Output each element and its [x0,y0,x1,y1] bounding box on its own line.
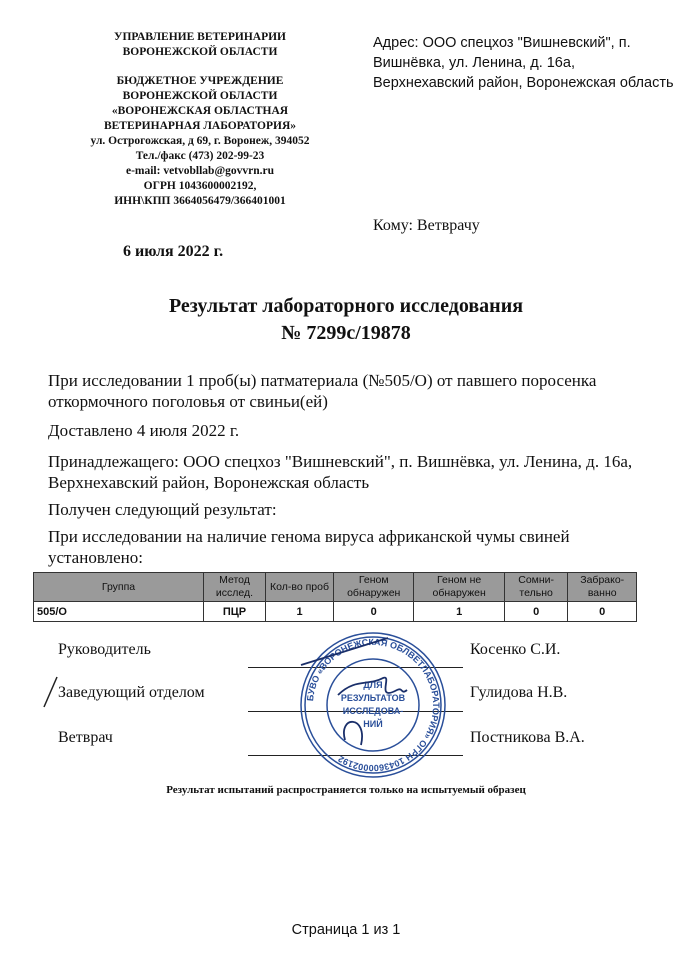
organization-header [55,30,345,209]
org-line: «ВОРОНЕЖСКАЯ ОБЛАСТНАЯ [111,105,289,117]
document-number: № 7299с/19878 [281,322,411,344]
cell: ПЦР [204,602,266,622]
col-method: Метод исслед. [204,573,266,602]
recipient: Кому: Ветврачу [373,217,480,234]
org-line: УПРАВЛЕНИЕ ВЕТЕРИНАРИИ [114,31,286,43]
paragraph-delivered: Доставлено 4 июля 2022 г. [48,421,240,440]
table-row [34,602,637,622]
org-line: ул. Острогожская, д 69, г. Воронеж, 394052 [90,135,310,147]
document-date: 6 июля 2022 г. [123,243,224,260]
org-line: БЮДЖЕТНОЕ УЧРЕЖДЕНИЕ [116,75,284,87]
cell: 1 [414,602,504,622]
stamp-outer-text: БУВО «ВОРОНЕЖСКАЯ ОБЛВЕТЛАБОРАТОРИЯ» ОГРН 1043600002192 [305,636,442,774]
stamp-inner-text: НИЙ [363,719,383,729]
page-number: Страница 1 из 1 [291,922,401,938]
org-line: ОГРН 1043600002192, [143,180,257,192]
stamp-inner-text: РЕЗУЛЬТАТОВ [340,693,406,703]
signature-role: Заведующий отделом [58,684,205,701]
col-rejected: Забрако-ванно [568,573,637,602]
signature-name: Постникова В.А. [470,729,585,746]
org-line: ВЕТЕРИНАРНАЯ ЛАБОРАТОРИЯ» [103,120,297,132]
official-stamp [283,630,463,780]
cell: 0 [568,602,637,622]
org-line: Тел./факс (473) 202-99-23 [135,150,265,162]
col-group: Группа [34,573,204,602]
recipient-address: Адрес: ООО спецхоз "Вишневский", п. Вишнёвка, ул. Ленина, д. 16а, Верхнехавский район, Воронежская область [373,35,674,91]
title-line: Результат лабораторного исследования [168,295,524,317]
paragraph-test: При исследовании на наличие генома вируса африканской чумы свиней установлено: [48,527,570,567]
document-title [0,293,692,347]
cell: 0 [334,602,414,622]
results-table [33,572,637,622]
org-line: ВОРОНЕЖСКОЙ ОБЛАСТИ [122,46,278,58]
cell: 0 [504,602,568,622]
paragraph-result-intro: Получен следующий результат: [48,500,277,519]
org-line: e-mail: vetvobllab@govvrn.ru [125,165,275,177]
signature-role: Руководитель [58,641,151,658]
signature-role: Ветврач [58,729,113,746]
org-line: ИНН\КПП 3664056479/366401001 [114,195,286,207]
cell: 1 [266,602,334,622]
col-detected: Геном обнаружен [334,573,414,602]
org-line: ВОРОНЕЖСКОЙ ОБЛАСТИ [122,90,278,102]
stamp-inner-text: ИССЛЕДОВА- [342,706,404,716]
handwritten-signature [301,638,407,745]
signature-name: Гулидова Н.В. [470,684,568,701]
disclaimer-note: Результат испытаний распространяется только на испытуемый образец [166,784,526,796]
cell: 505/О [34,602,204,622]
signature-name: Косенко С.И. [470,641,561,658]
col-doubtful: Сомни-тельно [504,573,568,602]
signature-mark [40,675,60,710]
stamp-inner-text: ДЛЯ [363,680,383,690]
paragraph-sample: При исследовании 1 проб(ы) патматериала (№505/О) от павшего поросенка откормочного поголовья от свиньи(ей) [48,371,597,411]
col-count: Кол-во проб [266,573,334,602]
paragraph-owner: Принадлежащего: ООО спецхоз "Вишневский", п. Вишнёвка, ул. Ленина, д. 16а, Верхнехавский район, Воронежская область [48,452,633,492]
col-not-detected: Геном не обнаружен [414,573,504,602]
